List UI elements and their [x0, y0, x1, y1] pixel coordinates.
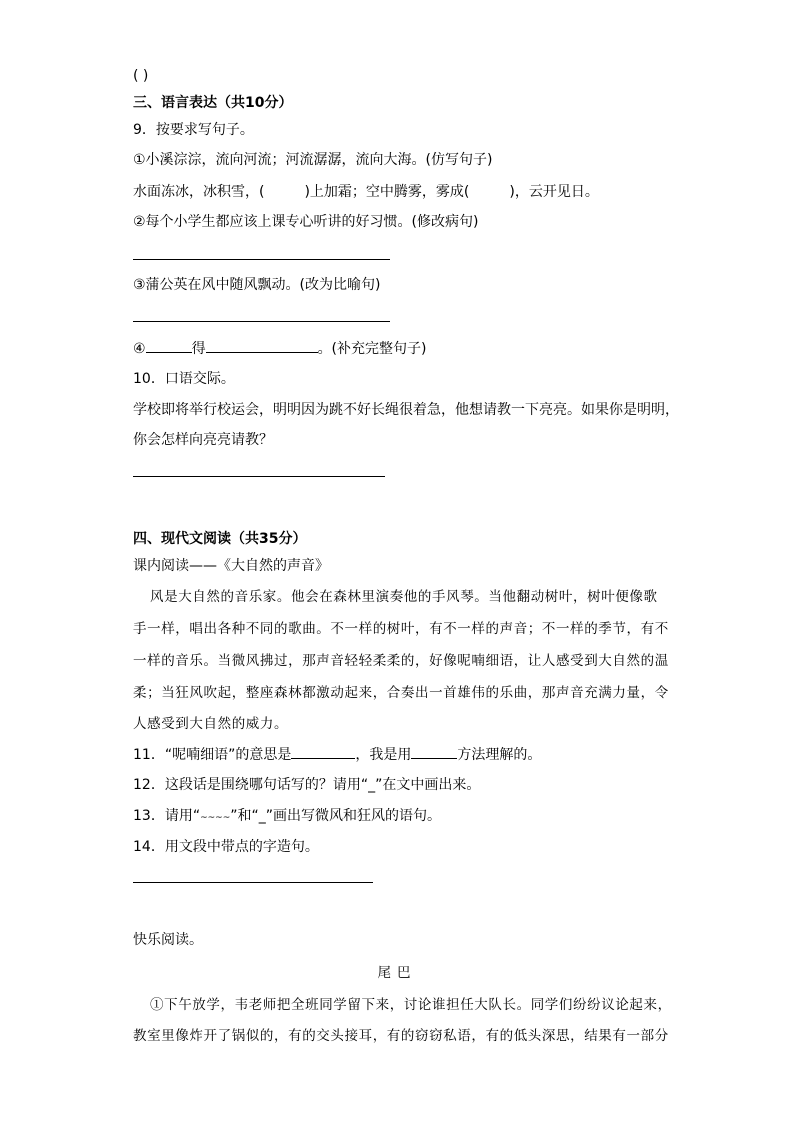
q9-item4-blank1[interactable] — [146, 338, 192, 353]
q10-text-2: 你会怎样向亮亮请教？ — [133, 432, 273, 448]
q10-answer-line[interactable] — [133, 476, 385, 477]
q9-item2: ②每个小学生都应该上课专心听讲的好习惯。(修改病句) — [133, 214, 479, 230]
q9-item1-fill — [133, 182, 599, 202]
q14: 14．用文段中带点的字造句。 — [133, 839, 319, 855]
answer-paren: ( ) — [133, 68, 149, 84]
story-line: 教室里像炸开了锅似的，有的交头接耳，有的窃窃私语，有的低头深思，结果有一部分 — [133, 1028, 669, 1044]
q9-item1: ①小溪淙淙，流向河流；河流潺潺，流向大海。(仿写句子) — [133, 152, 493, 168]
q9-stem: 9．按要求写句子。 — [133, 122, 254, 138]
q9-item4-tail: 。(补充完整句子) — [317, 341, 427, 357]
q11 — [133, 744, 541, 765]
reading1-title: 课内阅读——《大自然的声音》 — [133, 558, 329, 574]
q9-item2-answer-line[interactable] — [133, 259, 390, 260]
q9-item4 — [133, 338, 427, 359]
passage-line: 手一样，唱出各种不同的歌曲。不一样的树叶，有不一样的声音；不一样的季节，有不 — [133, 621, 669, 637]
q9-item3: ③蒲公英在风中随风飘动。(改为比喻句) — [133, 277, 381, 293]
passage-line: 人感受到大自然的威力。 — [133, 716, 289, 732]
q9-fill-a: 水面冻冰，冰积雪，( — [133, 184, 265, 200]
q13 — [133, 806, 441, 828]
q9-fill-b: )上加霜；空中腾雾，雾成( — [304, 184, 470, 200]
happy-reading-label: 快乐阅读。 — [133, 932, 203, 948]
passage-line: 柔；当狂风吹起，整座森林都激动起来，合奏出一首雄伟的乐曲，那声音充满力量，令 — [133, 685, 669, 701]
q10-stem: 10．口语交际。 — [133, 371, 235, 387]
q10-text-1: 学校即将举行校运会，明明因为跳不好长绳很着急，他想请教一下亮亮。如果你是明明， — [133, 402, 679, 418]
passage-line: 一样的音乐。当微风拂过，那声音轻轻柔柔的，好像呢喃细语，让人感受到大自然的温 — [133, 653, 669, 669]
q9-item3-answer-line[interactable] — [133, 321, 390, 322]
q9-item4-de: 得 — [191, 341, 206, 357]
q13-tail: ”和“_”画出写微风和狂风的语句。 — [230, 808, 442, 824]
section4-heading: 四、现代文阅读（共35分） — [133, 531, 307, 547]
q9-item4-num: ④ — [133, 341, 146, 357]
q14-answer-line[interactable] — [133, 882, 373, 883]
q9-fill-c: )，云开见日。 — [509, 184, 599, 200]
q11-tail: 方法理解的。 — [457, 747, 542, 763]
q11-blank2[interactable] — [411, 744, 457, 759]
q11-stem: 11．“呢喃细语”的意思是 — [133, 747, 292, 763]
story-line: ①下午放学，韦老师把全班同学留下来，讨论谁担任大队长。同学们纷纷议论起来， — [150, 997, 672, 1013]
q11-blank1[interactable] — [291, 744, 355, 759]
q12: 12．这段话是围绕哪句话写的？请用“_”在文中画出来。 — [133, 777, 481, 793]
q13-stem: 13．请用“ — [133, 808, 201, 824]
section3-heading: 三、语言表达（共10分） — [133, 95, 293, 111]
q11-mid: ，我是用 — [355, 747, 412, 763]
story-title: 尾巴 — [377, 965, 417, 981]
q9-item4-blank2[interactable] — [206, 338, 318, 353]
passage-line: 风是大自然的音乐家。他会在森林里演奏他的手风琴。当他翻动树叶，树叶便像歌 — [150, 589, 658, 605]
q13-wavy-mark: ~~~~ — [200, 813, 231, 823]
